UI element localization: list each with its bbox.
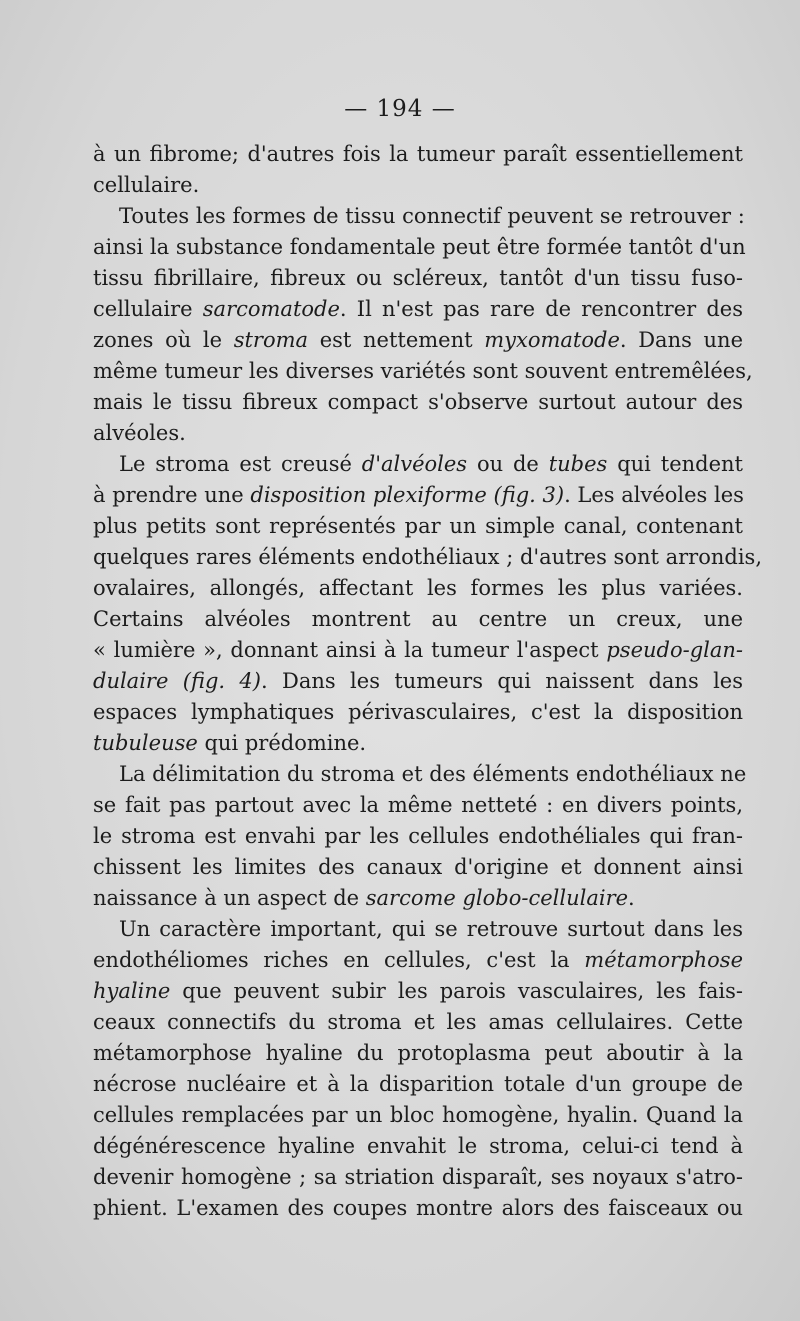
text-line: Toutes les formes de tissu connectif peuvent se retrouver : xyxy=(119,204,745,228)
text-line: dulaire (fig. 4). Dans les tumeurs qui naissent dans les xyxy=(93,669,743,693)
text-line: alvéoles. xyxy=(93,421,186,445)
text-line: métamorphose hyaline du protoplasma peut aboutir à la xyxy=(93,1041,743,1065)
text-line: La délimitation du stroma et des éléments endothéliaux ne xyxy=(119,762,747,786)
page-number: — 194 — xyxy=(344,96,456,122)
text-line: quelques rares éléments endothéliaux ; d'autres sont arrondis, xyxy=(93,545,762,569)
text-line: nécrose nucléaire et à la disparition totale d'un groupe de xyxy=(93,1072,743,1096)
text-line: à un fibrome; d'autres fois la tumeur paraît essentiellement xyxy=(93,142,743,166)
text-line: cellulaire. xyxy=(93,173,200,197)
text-line: même tumeur les diverses variétés sont souvent entremêlées, xyxy=(93,359,753,383)
text-line: cellules remplacées par un bloc homogène, hyalin. Quand la xyxy=(93,1103,743,1127)
text-line: chissent les limites des canaux d'origine et donnent ainsi xyxy=(93,855,743,879)
text-line: naissance à un aspect de sarcome globo-cellulaire. xyxy=(93,886,635,910)
text-line: cellulaire sarcomatode. Il n'est pas rare de rencontrer des xyxy=(93,297,743,321)
text-line: ovalaires, allongés, affectant les formes les plus variées. xyxy=(93,576,743,600)
text-line: ainsi la substance fondamentale peut être formée tantôt d'un xyxy=(93,235,746,259)
text-line: à prendre une disposition plexiforme (fig. 3). Les alvéoles les xyxy=(93,483,744,507)
text-line: plus petits sont représentés par un simple canal, contenant xyxy=(93,514,743,538)
text-line: dégénérescence hyaline envahit le stroma, celui-ci tend à xyxy=(93,1134,743,1158)
text-line: hyaline que peuvent subir les parois vasculaires, les fais- xyxy=(93,979,743,1003)
body-text xyxy=(93,139,762,1224)
text-line: le stroma est envahi par les cellules endothéliales qui fran- xyxy=(93,824,743,848)
text-line: se fait pas partout avec la même netteté : en divers points, xyxy=(93,793,743,817)
text-line: espaces lymphatiques périvasculaires, c'est la disposition xyxy=(93,700,743,724)
text-line: endothéliomes riches en cellules, c'est la métamorphose xyxy=(93,948,743,972)
text-line: Certains alvéoles montrent au centre un creux, une xyxy=(93,607,743,631)
text-line: mais le tissu fibreux compact s'observe surtout autour des xyxy=(93,390,743,414)
text-line: Un caractère important, qui se retrouve surtout dans les xyxy=(119,917,743,941)
text-line: devenir homogène ; sa striation disparaît, ses noyaux s'atro- xyxy=(93,1165,743,1189)
text-line: phient. L'examen des coupes montre alors des faisceaux ou xyxy=(93,1196,743,1220)
text-line: Le stroma est creusé d'alvéoles ou de tubes qui tendent xyxy=(119,452,743,476)
text-line: tubuleuse qui prédomine. xyxy=(93,731,367,755)
text-line: tissu fibrillaire, fibreux ou scléreux, tantôt d'un tissu fuso- xyxy=(93,266,743,290)
text-line: « lumière », donnant ainsi à la tumeur l'aspect pseudo-glan- xyxy=(93,638,743,662)
text-line: ceaux connectifs du stroma et les amas cellulaires. Cette xyxy=(93,1010,743,1034)
text-line: zones où le stroma est nettement myxomatode. Dans une xyxy=(93,328,744,352)
